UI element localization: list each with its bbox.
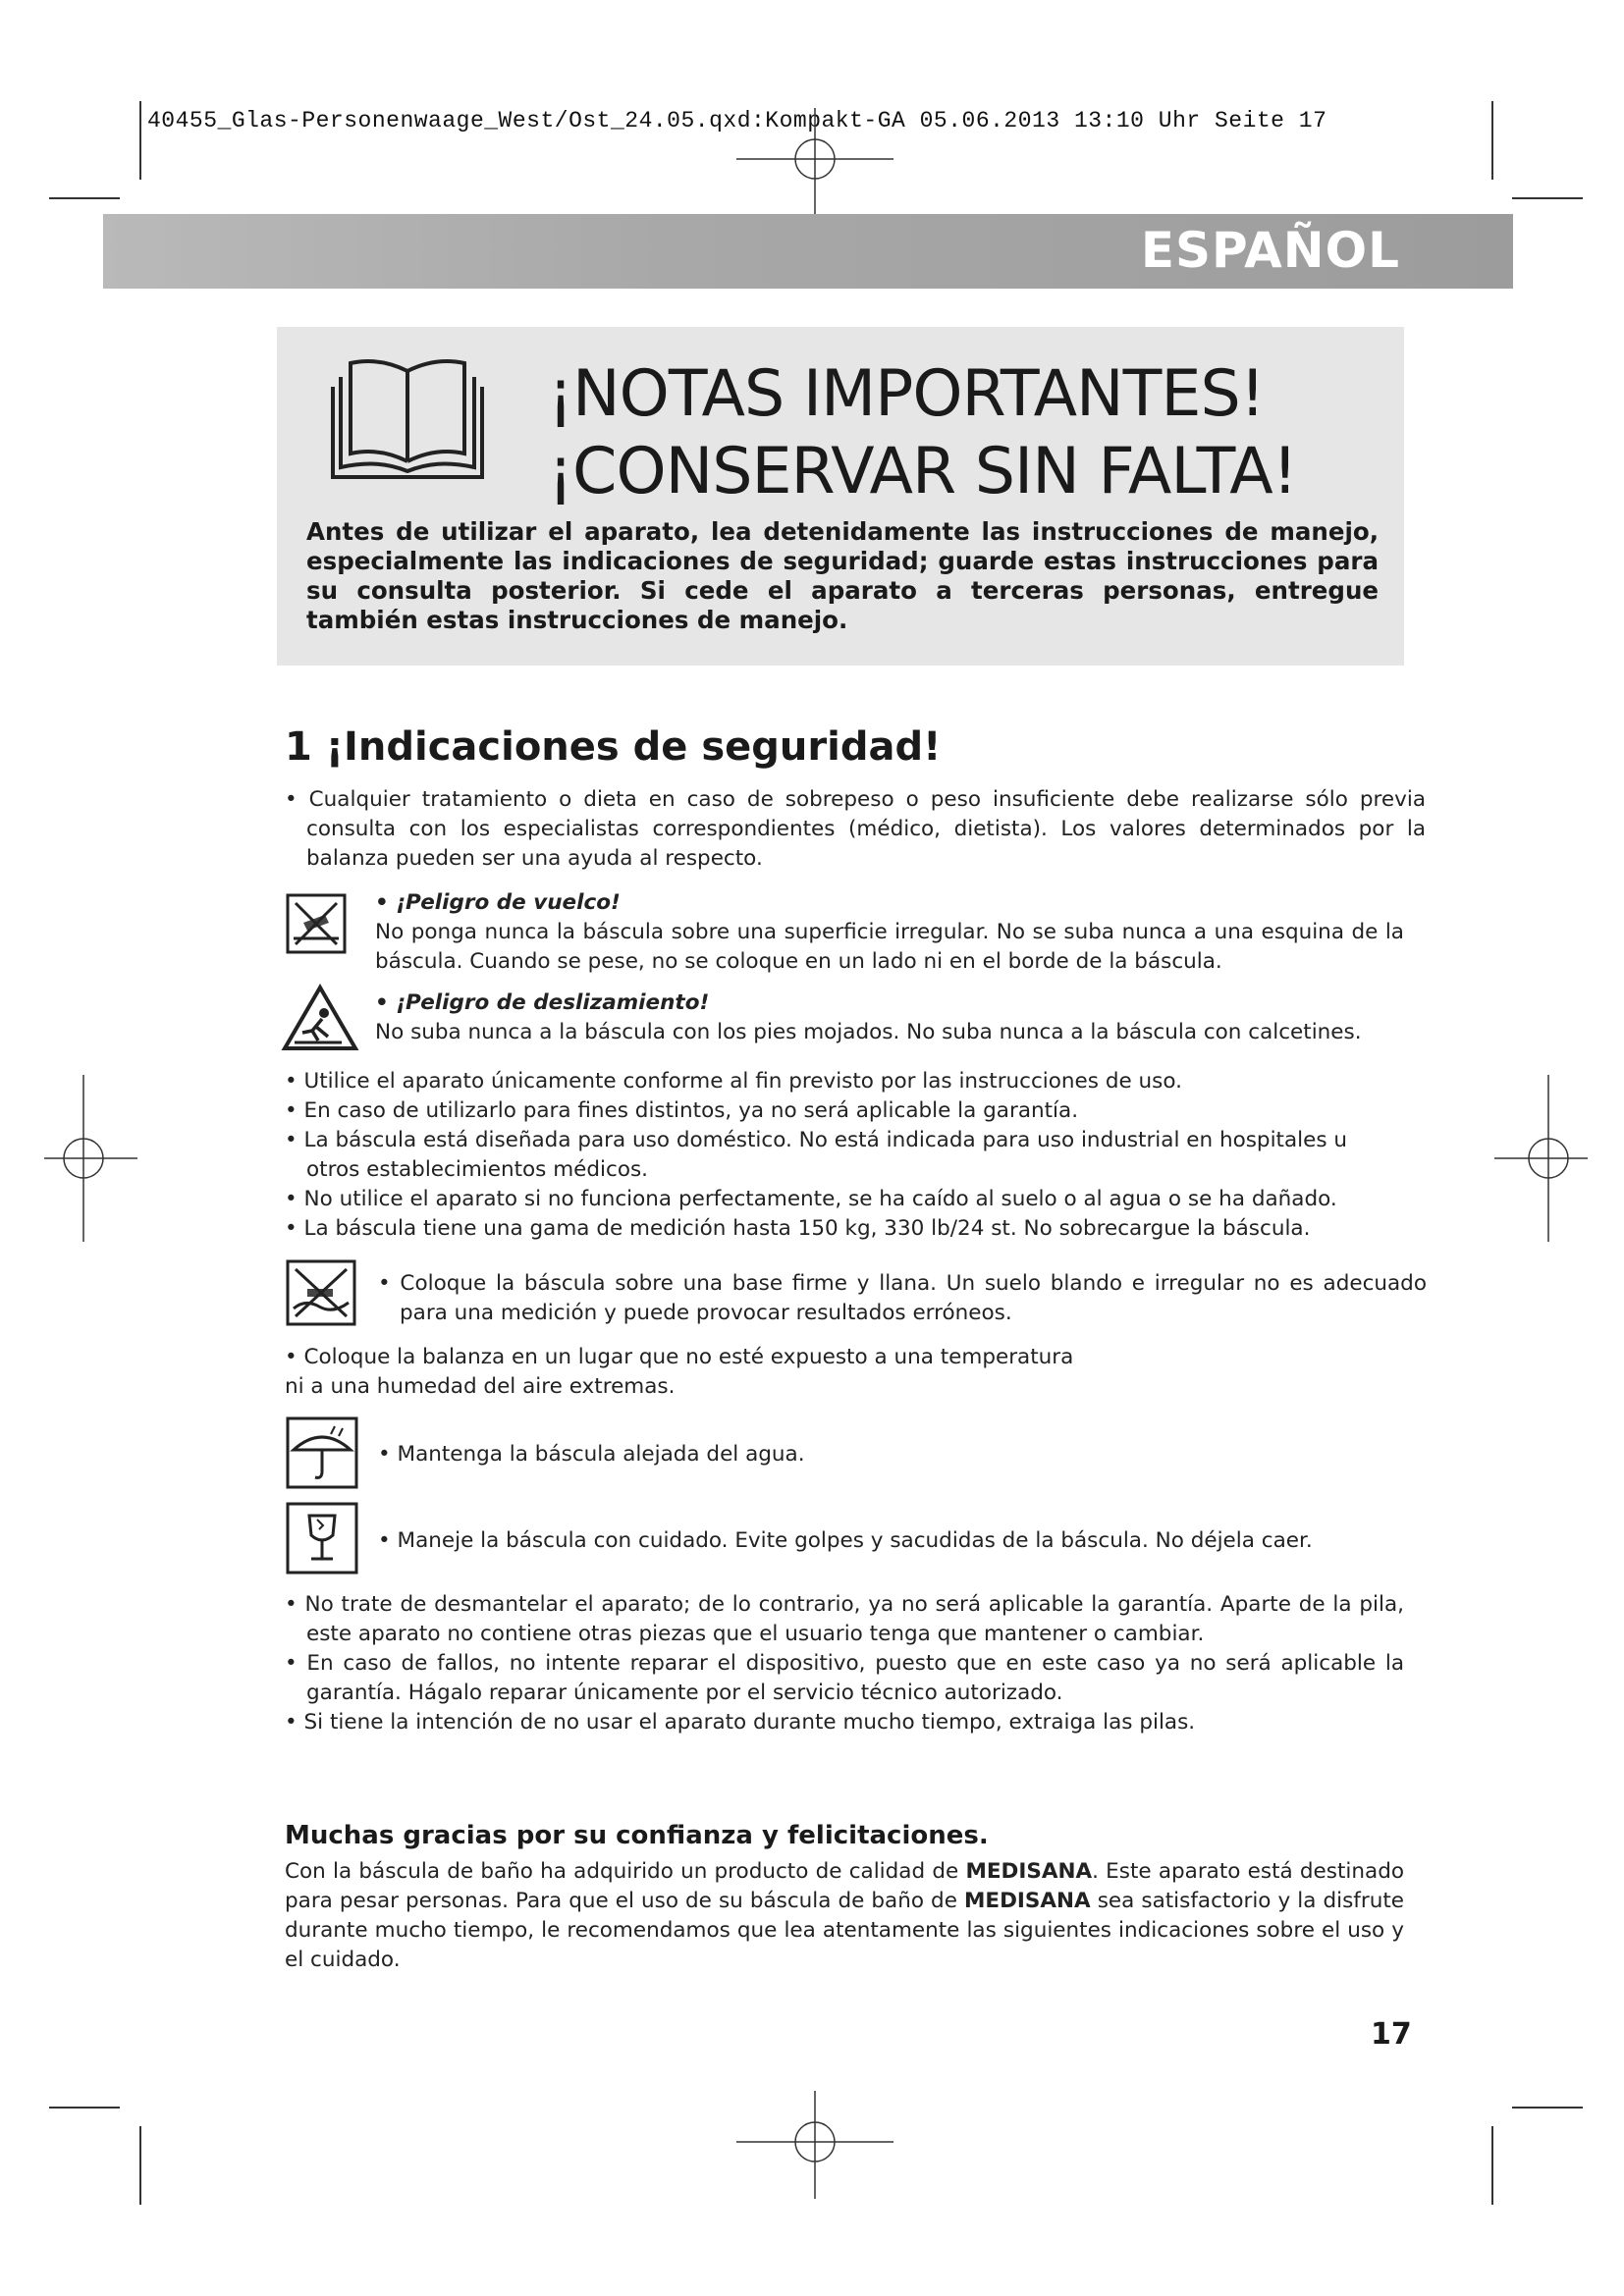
- bullet-list-2: [285, 1590, 1404, 1737]
- notice-title-line2: ¡CONSERVAR SIN FALTA!: [548, 435, 1297, 508]
- language-bar: [103, 214, 1513, 289]
- notice-body: Antes de utilizar el aparato, lea detenidamente las instrucciones de manejo, especialmente las indicaciones de seguridad; guarde estas instrucciones para su consulta posterior. Si cede el aparato a terceras personas, entregue también estas instrucciones de manejo.: [306, 517, 1379, 634]
- brand-name: MEDISANA: [963, 1889, 1091, 1913]
- registration-mark-top: [736, 108, 893, 216]
- list-item: • En caso de fallos, no intente reparar el dispositivo, puesto que en este caso ya no será aplicable la garantía. Hágalo reparar únicamente por el servicio técnico autorizado.: [285, 1651, 1404, 1705]
- list-item: • La báscula está diseñada para uso doméstico. No está indicada para uso industrial en hospitales u otros establecimientos médicos.: [285, 1128, 1348, 1182]
- list-item: • No trate de desmantelar el aparato; de lo contrario, ya no será aplicable la garantía. Aparte de la pila, este aparato no contiene otras piezas que el usuario tenga que mantener o cambiar.: [285, 1592, 1404, 1646]
- brand-name: MEDISANA: [965, 1859, 1093, 1884]
- slip-warning-icon: [281, 984, 359, 1052]
- temperature-line-1: • Coloque la balanza en un lugar que no esté expuesto a una temperatura: [285, 1345, 1074, 1369]
- registration-mark-right: [1494, 1075, 1602, 1242]
- water-text: • Mantenga la báscula alejada del agua.: [378, 1442, 805, 1467]
- list-item: • Utilice el aparato únicamente conforme al fin previsto por las instrucciones de uso.: [285, 1069, 1182, 1094]
- thanks-text-2: . Este aparato está destinado para pesar personas. Para que el uso de su báscula de baño de: [285, 1859, 1404, 1913]
- temperature-line-2: ni a una humedad del aire extremas.: [285, 1374, 676, 1399]
- open-book-icon: [329, 351, 486, 484]
- registration-mark-bottom: [736, 2091, 893, 2199]
- print-slug: 40455_Glas-Personenwaage_West/Ost_24.05.qxd:Kompakt-GA 05.06.2013 13:10 Uhr Seite 17: [147, 108, 1327, 133]
- keep-dry-umbrella-icon: [286, 1416, 358, 1489]
- fragile-text: • Maneje la báscula con cuidado. Evite golpes y sacudidas de la báscula. No déjela caer.: [378, 1528, 1313, 1553]
- thanks-text-3: sea satisfactorio y la disfrute durante mucho tiempo, le recomendamos que lea atentamente las siguientes indicaciones sobre el uso y el cuidado.: [285, 1889, 1404, 1972]
- tip-title: • ¡Peligro de vuelco!: [375, 890, 621, 915]
- surface-text: • Coloque la báscula sobre una base firme y llana. Un suelo blando e irregular no es adecuado para una medición y puede provocar resultados erróneos.: [378, 1271, 1427, 1325]
- thanks-paragraph: [285, 1857, 1404, 1975]
- language-label: ESPAÑOL: [1140, 222, 1400, 279]
- notice-title-line1: ¡NOTAS IMPORTANTES!: [548, 357, 1265, 431]
- intro-bullet: • Cualquier tratamiento o dieta en caso de sobrepeso o peso insuficiente debe realizarse sólo previa consulta con los especialistas correspondientes (médico, dietista). Los valores determinados por la balanza pueden ser una ayuda al respecto.: [285, 787, 1426, 871]
- bullet-list-1: [285, 1067, 1404, 1244]
- section-heading: 1 ¡Indicaciones de seguridad!: [285, 724, 942, 770]
- tipping-hazard-icon: [286, 893, 347, 954]
- list-item: • Si tiene la intención de no usar el aparato durante mucho tiempo, extraiga las pilas.: [285, 1710, 1196, 1735]
- temperature-note: [285, 1343, 1404, 1402]
- list-item: • La báscula tiene una gama de medición hasta 150 kg, 330 lb/24 st. No sobrecargue la báscula.: [285, 1216, 1311, 1241]
- list-item: • En caso de utilizarlo para fines distintos, ya no será aplicable la garantía.: [285, 1098, 1079, 1123]
- list-item: • No utilice el aparato si no funciona perfectamente, se ha caído al suelo o al agua o se ha dañado.: [285, 1187, 1337, 1211]
- thanks-text-1: Con la báscula de baño ha adquirido un producto de calidad de: [285, 1859, 966, 1884]
- slip-title: • ¡Peligro de deslizamiento!: [375, 990, 710, 1015]
- tip-text: No ponga nunca la báscula sobre una superficie irregular. No se suba nunca a una esquina de la báscula. Cuando se pese, no se coloque en un lado ni en el borde de la báscula.: [375, 920, 1404, 974]
- thanks-heading: Muchas gracias por su confianza y felicitaciones.: [285, 1821, 989, 1850]
- notice-title: [548, 355, 1402, 510]
- slip-text: No suba nunca a la báscula con los pies mojados. No suba nunca a la báscula con calcetines.: [375, 1020, 1362, 1044]
- fragile-glass-icon: [286, 1502, 358, 1575]
- uneven-surface-icon: [286, 1259, 356, 1326]
- registration-mark-left: [29, 1075, 137, 1242]
- page-number: 17: [1371, 2017, 1412, 2052]
